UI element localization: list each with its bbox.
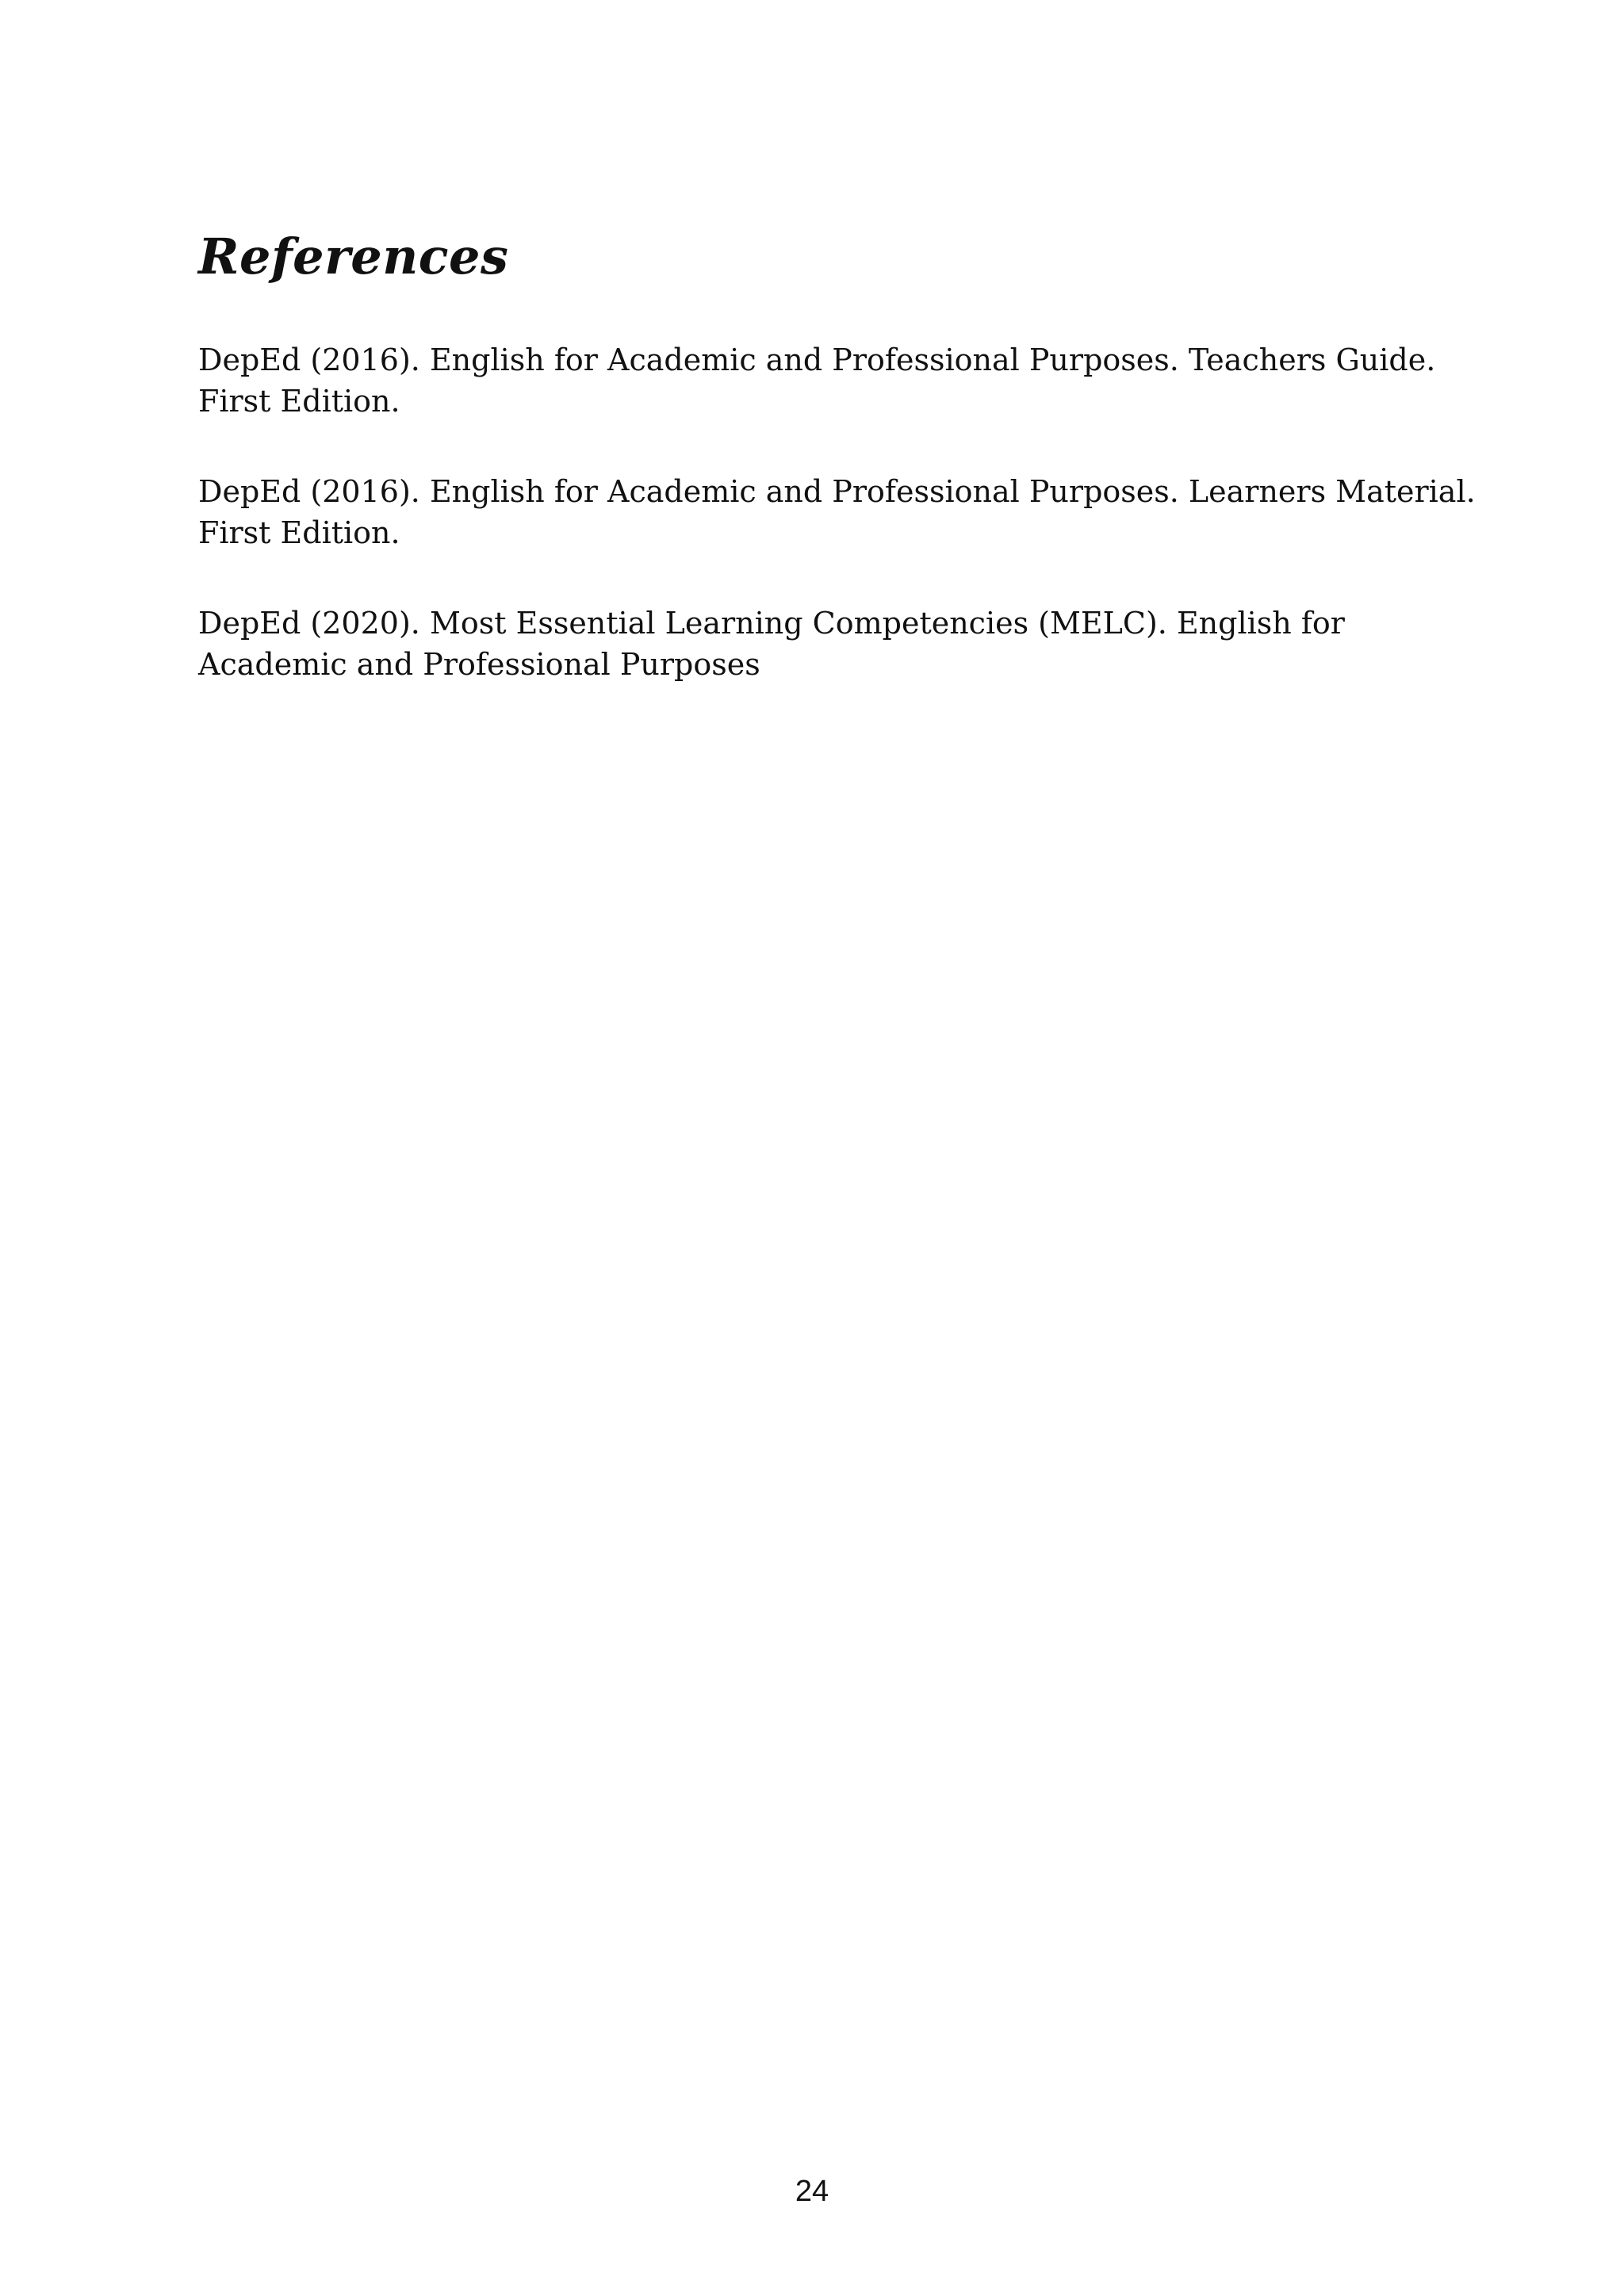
reference-list — [198, 339, 1476, 734]
reference-line: DepEd (2020). Most Essential Learning Competencies (MELC). English for — [198, 606, 1345, 641]
reference-item — [198, 471, 1476, 553]
reference-line: Academic and Professional Purposes — [198, 647, 760, 682]
reference-item — [198, 339, 1435, 422]
page-title: References — [198, 228, 509, 285]
page-number: 24 — [795, 2175, 829, 2208]
reference-line: DepEd (2016). English for Academic and Professional Purposes. Learners Material. — [198, 474, 1476, 509]
reference-item — [198, 603, 1435, 685]
reference-line: First Edition. — [198, 384, 400, 419]
reference-line: DepEd (2016). English for Academic and Professional Purposes. Teachers Guide. — [198, 342, 1436, 377]
reference-line: First Edition. — [198, 515, 400, 550]
